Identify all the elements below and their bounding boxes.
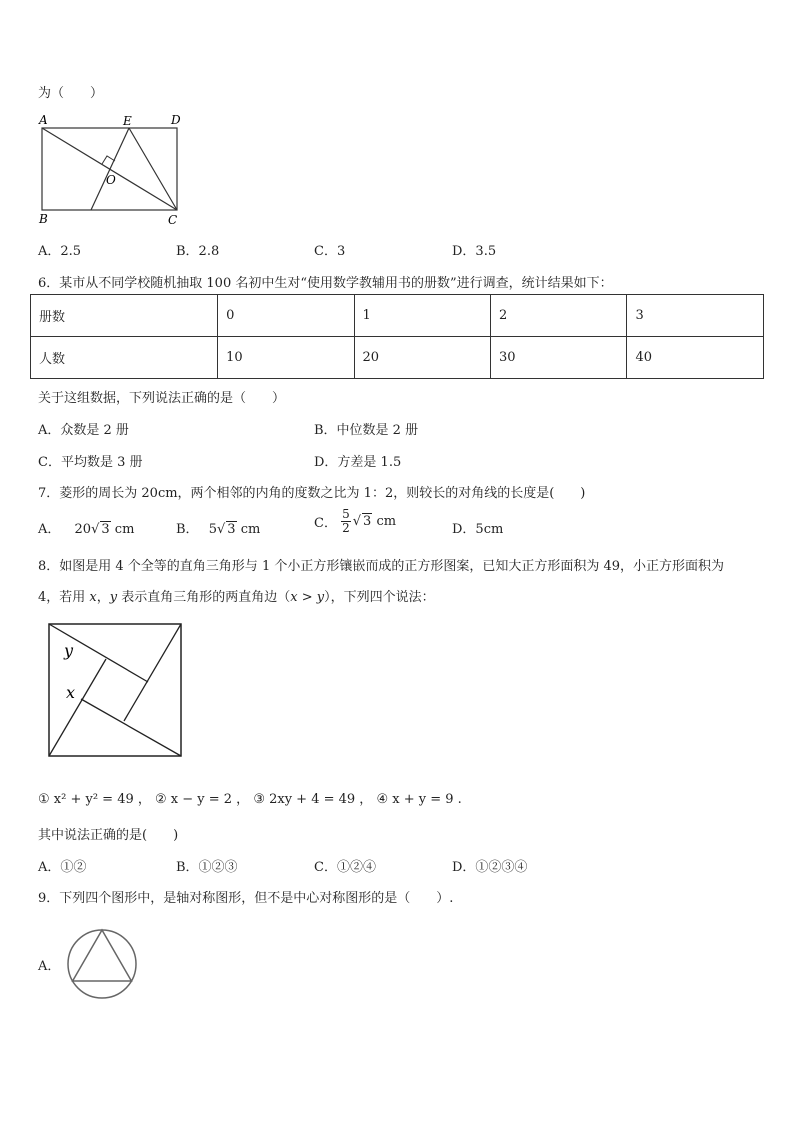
unit: cm (240, 522, 261, 537)
q8-option-d: D．①②③④ (452, 860, 528, 875)
q7-option-a (38, 518, 134, 537)
option-label: A． (38, 522, 61, 537)
coef: 5 (208, 522, 217, 537)
table-cell: 40 (627, 337, 764, 379)
q9-stem: 9．下列四个图形中，是轴对称图形，但不是中心对称图形的是（ ）. (38, 891, 454, 906)
q8-stem-line2 (38, 586, 435, 605)
unit: cm (376, 514, 397, 529)
table-cell: 10 (218, 337, 354, 379)
unit: cm (114, 522, 135, 537)
table-cell: 册数 (31, 295, 218, 337)
q8-statements: ① x² + y² = 49 ， ② x − y = 2 ， ③ 2xy + 4 = 49 ， ④ x + y = 9 . (38, 792, 462, 807)
radicand: 3 (101, 522, 110, 537)
text: 表示直角三角形的两直角边（ (121, 590, 291, 605)
table-cell: 1 (354, 295, 490, 337)
condition: x > y (290, 590, 325, 605)
denominator: 2 (342, 521, 350, 535)
label-d: D (171, 113, 181, 127)
q6-option-a: A．众数是 2 册 (38, 423, 129, 438)
q6-question: 关于这组数据，下列说法正确的是（ ） (38, 391, 286, 406)
q6-stem: 6．某市从不同学校随机抽取 100 名初中生对“使用数学教辅用书的册数”进行调查，统计结果如下： (38, 276, 613, 291)
label-y: y (64, 641, 74, 660)
var-y: y (109, 590, 118, 605)
sqrt-sign: √ (216, 522, 226, 537)
sep: ， (96, 590, 110, 605)
q8-option-c: C．①②④ (314, 860, 376, 875)
text: 4，若用 (38, 590, 86, 605)
option-label: C． (314, 516, 337, 531)
table-cell: 3 (627, 295, 764, 337)
q7-stem: 7．菱形的周长为 20cm，两个相邻的内角的度数之比为 1：2，则较长的对角线的长度是( ) (38, 486, 586, 501)
label-a: A (39, 113, 48, 127)
label-c: C (168, 213, 178, 227)
q5-option-a: A．2.5 (38, 244, 82, 259)
radicand: 3 (363, 514, 372, 529)
q6-option-d: D．方差是 1.5 (314, 455, 402, 470)
label-e: E (123, 114, 132, 128)
numerator: 5 (342, 507, 350, 521)
q9-option-a-circle-triangle-icon (64, 926, 140, 1002)
q7-option-c (314, 508, 396, 535)
q8-square-figure (44, 618, 189, 763)
q9-option-a-label: A． (38, 959, 61, 974)
q6-data-table (30, 294, 764, 379)
table-cell: 0 (218, 295, 354, 337)
option-label: B． (176, 522, 199, 537)
sqrt-sign: √ (91, 522, 100, 537)
q5-option-d: D．3.5 (452, 244, 497, 259)
table-cell: 2 (491, 295, 627, 337)
table-cell: 30 (491, 337, 627, 379)
table-cell: 人数 (31, 337, 218, 379)
q7-option-d: D．5cm (452, 522, 504, 537)
coef: 20 (74, 522, 92, 537)
fraction (341, 508, 351, 535)
label-o: O (106, 173, 116, 187)
q6-option-b: B．中位数是 2 册 (314, 423, 419, 438)
q5-option-b: B．2.8 (176, 244, 220, 259)
q6-option-c: C．平均数是 3 册 (38, 455, 143, 470)
var-x: x (89, 590, 97, 605)
table-row (31, 337, 764, 379)
label-b: B (39, 212, 48, 226)
sqrt-sign: √ (352, 514, 362, 529)
radicand: 3 (227, 522, 236, 537)
q8-option-b: B．①②③ (176, 860, 238, 875)
table-row (31, 295, 764, 337)
q8-question: 其中说法正确的是( ) (38, 828, 179, 843)
q5-stem-tail: 为（ ） (38, 86, 104, 101)
q8-stem-line1: 8．如图是用 4 个全等的直角三角形与 1 个小正方形镶嵌而成的正方形图案，已知大正方形面积为 49，小正方形面积为 (38, 559, 725, 574)
table-cell: 20 (354, 337, 490, 379)
text: ），下列四个说法： (324, 590, 435, 605)
q8-option-a: A．①② (38, 860, 87, 875)
q5-rectangle-figure (34, 110, 194, 230)
label-x: x (66, 683, 76, 702)
q7-option-b (176, 518, 260, 537)
q5-option-c: C．3 (314, 244, 346, 259)
